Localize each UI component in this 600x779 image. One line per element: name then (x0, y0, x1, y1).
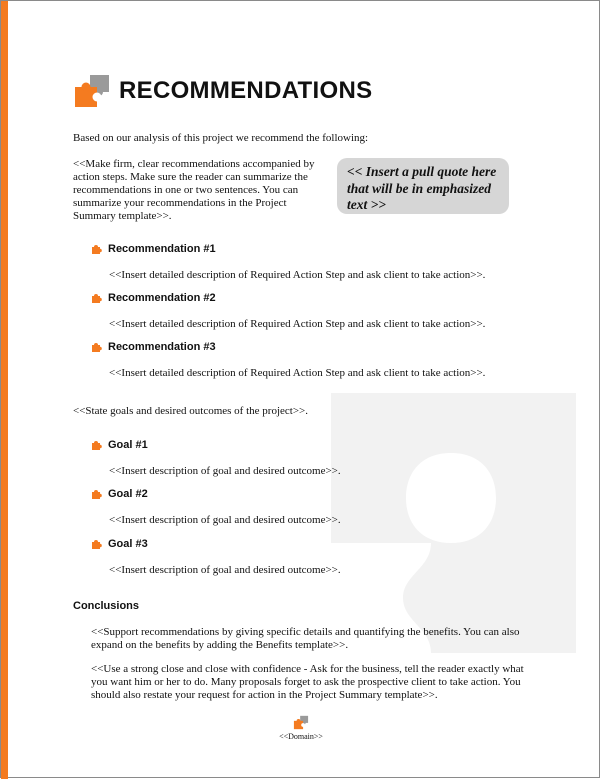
pull-quote-line: that will be in emphasized (347, 180, 492, 196)
lead-line: recommendations in one or two sentences. You can (73, 184, 299, 196)
footer-domain: <<Domain>> (279, 732, 323, 741)
page-footer (1, 715, 600, 741)
goal-heading (91, 488, 148, 500)
goal-description: <<Insert description of goal and desired outcome>>. (109, 514, 341, 526)
recommendation-title: Recommendation #2 (108, 292, 216, 304)
pull-quote (337, 158, 509, 214)
recommendation-description: <<Insert detailed description of Required Action Step and ask client to take action>>. (109, 367, 486, 379)
paragraph-line: <<Support recommendations by giving specific details and quantifying the benefits. You can also (91, 626, 520, 638)
accent-bar (1, 1, 8, 779)
goal-title: Goal #3 (108, 538, 148, 550)
page-title: RECOMMENDATIONS (119, 77, 373, 104)
recommendation-heading (91, 292, 216, 304)
goal-title: Goal #2 (108, 488, 148, 500)
puzzle-logo-icon (293, 715, 309, 730)
paragraph-line: <<Use a strong close and close with confidence - Ask for the business, tell the reader exactly what (91, 663, 524, 675)
recommendation-description: <<Insert detailed description of Required Action Step and ask client to take action>>. (109, 269, 486, 281)
recommendation-heading (91, 243, 216, 255)
recommendation-description: <<Insert detailed description of Required Action Step and ask client to take action>>. (109, 318, 486, 330)
puzzle-bullet-icon (91, 293, 102, 304)
conclusions-paragraph (91, 663, 531, 702)
paragraph-line: expand on the benefits by adding the Benefits template>>. (91, 639, 349, 651)
conclusions-heading: Conclusions (73, 600, 140, 612)
pull-quote-line: text >> (347, 197, 387, 212)
lead-line: action steps. Make sure the reader can summarize the (73, 171, 308, 183)
lead-paragraph (73, 158, 331, 223)
puzzle-watermark-icon (331, 393, 576, 653)
lead-line: Summary template>>. (73, 210, 172, 222)
intro-text: Based on our analysis of this project we recommend the following: (73, 132, 369, 144)
puzzle-bullet-icon (91, 440, 102, 451)
recommendation-title: Recommendation #3 (108, 341, 216, 353)
puzzle-logo-icon (73, 73, 111, 109)
goal-description: <<Insert description of goal and desired outcome>>. (109, 465, 341, 477)
puzzle-bullet-icon (91, 244, 102, 255)
puzzle-bullet-icon (91, 489, 102, 500)
puzzle-bullet-icon (91, 342, 102, 353)
recommendation-heading (91, 341, 216, 353)
paragraph-line: should also restate your request for action in the Project Summary template>>. (91, 689, 438, 701)
pull-quote-line: << Insert a pull quote here (347, 164, 497, 179)
page-header (73, 73, 372, 109)
conclusions-paragraph (91, 626, 531, 652)
goal-heading (91, 439, 148, 451)
recommendation-title: Recommendation #1 (108, 243, 216, 255)
paragraph-line: you want him or her to do. Many proposals forget to ask the prospective client to take action. You (91, 676, 521, 688)
goal-description: <<Insert description of goal and desired outcome>>. (109, 564, 341, 576)
goal-title: Goal #1 (108, 439, 148, 451)
goals-intro-text: <<State goals and desired outcomes of the project>>. (73, 405, 308, 417)
goal-heading (91, 538, 148, 550)
lead-line: summarize your recommendations in the Project (73, 197, 287, 209)
lead-line: <<Make firm, clear recommendations accompanied by (73, 158, 315, 170)
puzzle-bullet-icon (91, 539, 102, 550)
